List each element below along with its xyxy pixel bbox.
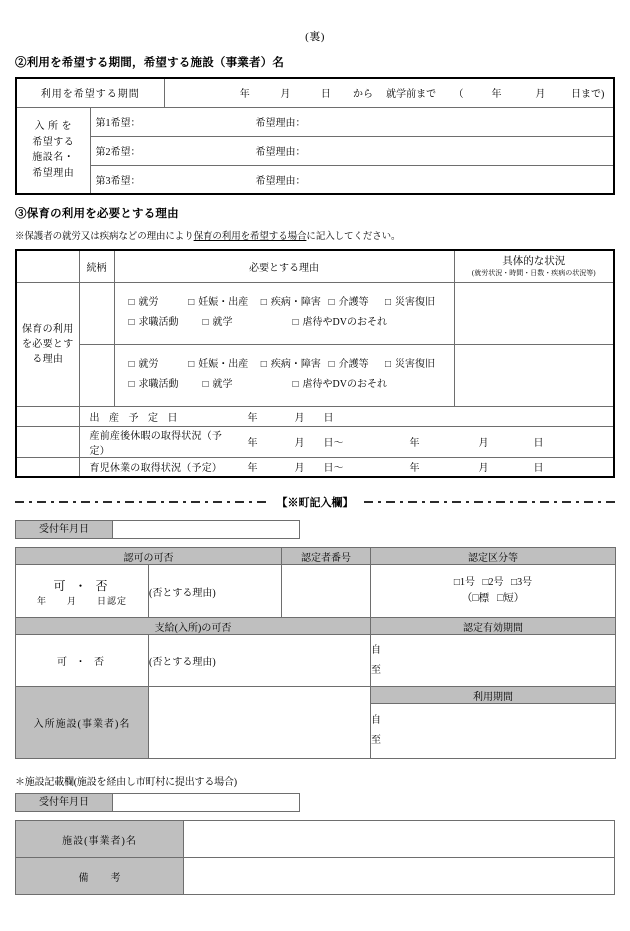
- reason-header: 必要とする理由: [114, 250, 454, 282]
- facility-receipt-date-label: 受付年月日: [15, 793, 113, 812]
- period-until-label: 日まで): [571, 89, 605, 101]
- category-checkbox-standard[interactable]: □標: [472, 592, 490, 604]
- checkbox-line-2b: [129, 375, 450, 390]
- period-year2-label: 年: [491, 89, 502, 101]
- category-checkbox-short[interactable]: □短: [496, 592, 514, 604]
- maternity-leave-label: 産前産後休暇の取得状況（予定）: [89, 430, 223, 457]
- detail-input-1[interactable]: [454, 282, 614, 344]
- section3-note-post: に記入してください。: [306, 232, 401, 242]
- checkbox-square-icon: □: [328, 359, 335, 370]
- admin-decision-table: [15, 547, 616, 759]
- category-checkbox-3[interactable]: □3号: [511, 576, 533, 588]
- detail-header-sub: (就労状況・時間・日数・疾病の状況等): [471, 268, 596, 277]
- reason-table: [15, 249, 615, 478]
- side-label-line-2: 希望する: [32, 136, 75, 148]
- checkbox-square-icon: □: [128, 379, 135, 390]
- admitted-facility-label: 入所施設(事業者)名: [16, 687, 149, 759]
- valid-period-cell[interactable]: [371, 635, 616, 687]
- birth-due-date-cell[interactable]: [79, 406, 614, 426]
- use-period-from: 自: [371, 715, 381, 726]
- checkbox-nursing-2[interactable]: [329, 355, 385, 370]
- checkbox-line-2a: [129, 355, 450, 370]
- maternity-year2: 年: [409, 438, 420, 449]
- facility-wish-side-label: [16, 107, 90, 194]
- form-page: [0, 28, 630, 895]
- category-paren-open: （: [461, 592, 473, 604]
- certifier-no-header: 認定者番号: [282, 548, 371, 565]
- admin-approval-row: [16, 565, 616, 618]
- wish-cell-2[interactable]: [90, 136, 614, 165]
- checkbox-label: 介護等: [338, 359, 369, 370]
- date-row-spacer-2: [16, 426, 79, 457]
- period-label: 利用を希望する期間: [40, 89, 140, 101]
- wish-reason-1: 希望理由：: [255, 118, 306, 129]
- category-line-1: [371, 575, 615, 591]
- facility-table: [15, 820, 615, 895]
- period-paren-open: （: [453, 89, 464, 101]
- childcare-day2: 日: [533, 463, 544, 475]
- checkbox-label: 虐待やDVのおそれ: [302, 379, 387, 390]
- wish-choice-2: 第2希望：: [95, 147, 141, 158]
- wish-reason-2: 希望理由：: [255, 147, 306, 158]
- checkbox-school-1[interactable]: [203, 313, 293, 328]
- checkbox-jobsearch-2[interactable]: [129, 375, 203, 390]
- section2-heading: ②利用を希望する期間，希望する施設（事業者）名: [15, 57, 285, 69]
- checkbox-square-icon: □: [128, 297, 135, 308]
- divider-line-right: [364, 501, 616, 503]
- checkbox-line-1a: [129, 293, 450, 308]
- checkbox-square-icon: □: [384, 359, 392, 370]
- checkbox-pregnancy-1[interactable]: [188, 293, 261, 308]
- birth-due-date-line: [80, 409, 614, 424]
- birth-due-day: 日: [323, 412, 334, 424]
- childcare-month: 月: [294, 463, 305, 475]
- wish-reason-3: 希望理由：: [255, 175, 306, 187]
- category-checkbox-1[interactable]: □1号: [453, 576, 475, 588]
- period-preschool-label: 就学前まで: [386, 89, 437, 101]
- section3-heading: ③保育の利用を必要とする理由: [15, 208, 179, 220]
- reason-side-line-1: 保育の利用: [22, 323, 74, 335]
- checkbox-square-icon: □: [384, 297, 392, 308]
- facility-remarks-value[interactable]: [184, 858, 615, 895]
- section3-note-underline: 保育の利用を希望する場合: [193, 232, 307, 242]
- date-row-spacer-1: [16, 406, 79, 426]
- checkbox-pregnancy-2[interactable]: [188, 355, 261, 370]
- checkbox-label: 虐待やDVのおそれ: [302, 317, 387, 328]
- payment-choice: 可 ・ 否: [57, 657, 107, 668]
- facility-remarks-label: 備 考: [16, 858, 184, 895]
- checkbox-nursing-1[interactable]: [329, 293, 385, 308]
- side-label-line-1: 入 所 を: [34, 121, 72, 133]
- reason-side-header-spacer: [16, 250, 79, 282]
- checkbox-group-2: [115, 346, 454, 404]
- checkbox-square-icon: □: [128, 317, 135, 328]
- maternity-year: 年: [247, 438, 258, 449]
- wish-line-2: [91, 143, 614, 158]
- detail-header-title: 具体的な状況: [502, 256, 566, 268]
- checkbox-square-icon: □: [260, 297, 267, 308]
- period-from-label: から: [353, 89, 374, 101]
- checkbox-square-icon: □: [328, 297, 335, 308]
- admin-receipt-date-label: 受付年月日: [15, 520, 113, 539]
- period-day-label: 日: [320, 89, 331, 101]
- facility-receipt-date-input[interactable]: [113, 793, 300, 812]
- facility-section-heading: ＊施設記載欄(施設を経由し市町村に提出する場合): [15, 777, 237, 788]
- checkbox-square-icon: □: [260, 359, 267, 370]
- wish-line-1: [91, 114, 614, 129]
- checkbox-label: 就学: [212, 317, 233, 328]
- childcare-leave-row: [16, 457, 614, 477]
- facility-name-row: [16, 821, 615, 858]
- category-label-standard: 標: [478, 592, 490, 604]
- childcare-leave-cell[interactable]: [79, 457, 614, 477]
- relation-header: 続柄: [79, 250, 114, 282]
- reason-header-row: [16, 250, 614, 282]
- wish-row-2: [16, 136, 614, 165]
- use-period-to: 至: [371, 735, 381, 746]
- approval-deny-reason-cell[interactable]: [149, 565, 282, 618]
- checkbox-disaster-2[interactable]: [385, 355, 450, 370]
- checkbox-label: 疾病・障害: [270, 359, 321, 370]
- period-label-cell: [16, 78, 164, 107]
- childcare-year2: 年: [409, 463, 420, 475]
- checkbox-label: 就学: [212, 379, 233, 390]
- checkbox-square-icon: □: [128, 359, 135, 370]
- valid-period-header: 認定有効期間: [371, 618, 616, 635]
- maternity-day: 日～: [323, 438, 344, 449]
- checkbox-abuse-2[interactable]: [293, 375, 388, 390]
- wish-choice-1: 第1希望：: [95, 118, 141, 129]
- wish-choice-3: 第3希望：: [95, 175, 141, 187]
- admin-receipt-date-input[interactable]: [113, 520, 300, 539]
- use-period-cell[interactable]: [371, 704, 616, 759]
- checkbox-disaster-1[interactable]: [385, 293, 450, 308]
- category-cell[interactable]: [371, 565, 616, 618]
- admitted-facility-value[interactable]: [149, 687, 371, 759]
- approval-date: 年 月 日認定: [36, 596, 127, 606]
- checkbox-square-icon: □: [188, 297, 195, 308]
- checkbox-illness-2[interactable]: [261, 355, 329, 370]
- maternity-leave-row: [16, 426, 614, 457]
- page-mark: (裏): [305, 31, 325, 43]
- maternity-month2: 月: [478, 438, 489, 449]
- valid-period-to: 至: [371, 664, 381, 676]
- payment-deny-reason-label: (否とする理由): [149, 657, 216, 668]
- checkbox-label: 求職活動: [138, 379, 179, 390]
- facility-name-label: 施設(事業者)名: [16, 821, 184, 858]
- checkbox-school-2[interactable]: [203, 375, 293, 390]
- birth-due-month: 月: [294, 412, 305, 424]
- admin-receipt-date-group: [15, 520, 615, 539]
- checkbox-abuse-1[interactable]: [293, 313, 388, 328]
- maternity-leave-line: [80, 427, 614, 457]
- checkbox-label: 就労: [138, 297, 159, 308]
- date-row-spacer-3: [16, 457, 79, 477]
- approval-choice: 可 ・ 否: [53, 579, 111, 593]
- facility-name-value[interactable]: [184, 821, 615, 858]
- childcare-year: 年: [247, 463, 258, 475]
- checkbox-label: 妊娠・出産: [198, 359, 249, 370]
- relation-input-2[interactable]: [79, 344, 114, 406]
- checkbox-label: 介護等: [338, 297, 369, 308]
- relation-input-1[interactable]: [79, 282, 114, 344]
- checkbox-label: 求職活動: [138, 317, 179, 328]
- facility-remarks-row: [16, 858, 615, 895]
- checkbox-work-1[interactable]: [129, 293, 189, 308]
- approval-header: 認可の可否: [16, 548, 282, 565]
- checkbox-square-icon: □: [188, 359, 195, 370]
- checkbox-label: 妊娠・出産: [198, 297, 249, 308]
- payment-deny-reason-cell[interactable]: [149, 635, 371, 687]
- wish-line-3: [91, 172, 614, 187]
- approval-deny-reason-label: (否とする理由): [149, 587, 216, 599]
- side-label-line-4: 希望理由: [32, 167, 75, 179]
- approval-choice-cell[interactable]: [16, 565, 149, 618]
- admin-header-row-1: [16, 548, 616, 565]
- childcare-leave-label: 育児休業の取得状況（予定）: [89, 463, 223, 475]
- admin-payment-row: [16, 635, 616, 687]
- checkbox-group-1: [115, 284, 454, 342]
- checkbox-work-2[interactable]: [129, 355, 189, 370]
- admin-header-row-2: [16, 618, 616, 635]
- valid-period-from: 自: [371, 644, 381, 656]
- reason-entry-row-1: [16, 282, 614, 344]
- town-section-divider: [15, 494, 615, 510]
- reason-checkbox-cell-1[interactable]: [114, 282, 454, 344]
- category-label-short: 短: [503, 592, 514, 604]
- birth-due-year: 年: [247, 412, 258, 424]
- checkbox-square-icon: □: [292, 317, 299, 328]
- period-date-line: [165, 85, 614, 100]
- checkbox-jobsearch-1[interactable]: [129, 313, 203, 328]
- category-paren-close: ）: [513, 592, 525, 604]
- birth-due-date-row: [16, 406, 614, 426]
- childcare-leave-line: [80, 459, 614, 474]
- detail-input-2[interactable]: [454, 344, 614, 406]
- maternity-day2: 日: [533, 438, 544, 449]
- reason-entry-row-2: [16, 344, 614, 406]
- checkbox-square-icon: □: [202, 317, 209, 328]
- detail-header: [454, 250, 614, 282]
- facility-receipt-date-group: [15, 793, 615, 812]
- checkbox-label: 災害復旧: [395, 359, 436, 370]
- period-month-label: 月: [280, 89, 291, 101]
- checkbox-label: 疾病・障害: [270, 297, 321, 308]
- category-label-3: 3号: [517, 576, 533, 588]
- reason-side-label: [16, 282, 79, 406]
- category-label-2: 2号: [488, 576, 504, 588]
- checkbox-label: 災害復旧: [395, 297, 436, 308]
- childcare-month2: 月: [478, 463, 489, 475]
- period-row: [16, 78, 614, 107]
- maternity-leave-cell[interactable]: [79, 426, 614, 457]
- section3-note-pre: ※保護者の就労又は疾病などの理由により: [15, 232, 194, 242]
- birth-due-date-label: 出 産 予 定 日: [89, 412, 181, 424]
- reason-checkbox-cell-2[interactable]: [114, 344, 454, 406]
- childcare-day: 日～: [323, 463, 344, 475]
- wish-cell-1[interactable]: [90, 107, 614, 136]
- category-checkbox-2[interactable]: □2号: [482, 576, 504, 588]
- reason-side-line-3: る理由: [32, 353, 64, 365]
- checkbox-square-icon: □: [292, 379, 299, 390]
- wish-row-1: [16, 107, 614, 136]
- side-label-line-3: 施設名・: [32, 152, 75, 164]
- checkbox-square-icon: □: [202, 379, 209, 390]
- reason-side-line-2: を必要とす: [22, 338, 74, 350]
- checkbox-line-1b: [129, 313, 450, 328]
- period-year-label: 年: [239, 89, 250, 101]
- maternity-month: 月: [294, 438, 305, 449]
- payment-choice-cell[interactable]: [16, 635, 149, 687]
- period-month2-label: 月: [535, 89, 546, 101]
- use-period-header: 利用期間: [371, 687, 616, 704]
- certifier-no-cell[interactable]: [282, 565, 371, 618]
- checkbox-illness-1[interactable]: [261, 293, 329, 308]
- divider-line-left: [15, 501, 267, 503]
- wish-row-3: [16, 165, 614, 194]
- payment-header: 支給(入所)の可否: [16, 618, 371, 635]
- category-label-1: 1号: [459, 576, 475, 588]
- section3-note: [15, 228, 615, 242]
- divider-label: 【※町記入欄】: [276, 497, 354, 509]
- category-header: 認定区分等: [371, 548, 616, 565]
- admin-use-period-header-row: [16, 687, 616, 704]
- period-date-cell[interactable]: [164, 78, 614, 107]
- checkbox-label: 就労: [138, 359, 159, 370]
- wish-cell-3[interactable]: [90, 165, 614, 194]
- period-and-facility-table: [15, 77, 615, 195]
- category-line-2: [371, 591, 615, 608]
